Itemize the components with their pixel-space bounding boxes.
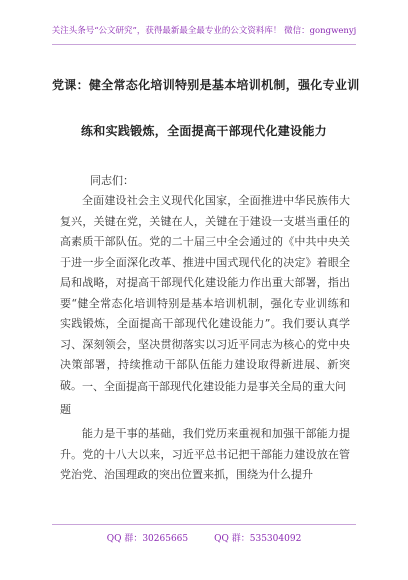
document-title-line-2: 练和实践锻炼，全面提高干部现代化建设能力 [80,124,327,138]
footer-qq-group-2: QQ 群：535304092 [214,534,302,544]
footer-qq-group-1: QQ 群：30265665 [106,534,189,544]
document-title-line-1: 党课：健全常态化培训特别是基本培训机制，强化专业训 [52,78,360,92]
footer-contacts [0,531,408,544]
body-paragraph-1: 全面建设社会主义现代化国家，全面推进中华民族伟大复兴，关键在党，关键在人，关键在于建设一支堪当重任的高素质干部队伍。党的二十届三中全会通过的《中共中央关于进一步全面深化改革、推进中国式现代化的决定》着眼全局和战略，对提高干部现代化建设能力作出重大部署，指出要“健全常态化培训特别是基本培训机制，强化专业训练和实践锻炼，全面提高干部现代化建设能力”。我们要认真学习、深刻领会，坚决贯彻落实以习近平同志为核心的党中央决策部署，持续推动干部队伍能力建设取得新进展、新突破。 [60,194,350,392]
body-paragraph-2: 能力是干事的基础，我们党历来重视和加强干部能力提升。党的十八大以来，习近平总书记把干部能力建设放在管党治党、治国理政的突出位置来抓，围绕为什么提升 [60,427,350,481]
footer-divider [52,524,356,525]
header-watermark-note: 关注头条号“公文研究”，获得最新最全最专业的公文资料库！ 微信：gongwenyj [51,26,357,36]
greeting: 同志们： [90,174,134,187]
header-divider [52,44,356,45]
section-heading-1: 一、全面提高干部现代化建设能力是事关全局的重大问题 [60,380,346,416]
